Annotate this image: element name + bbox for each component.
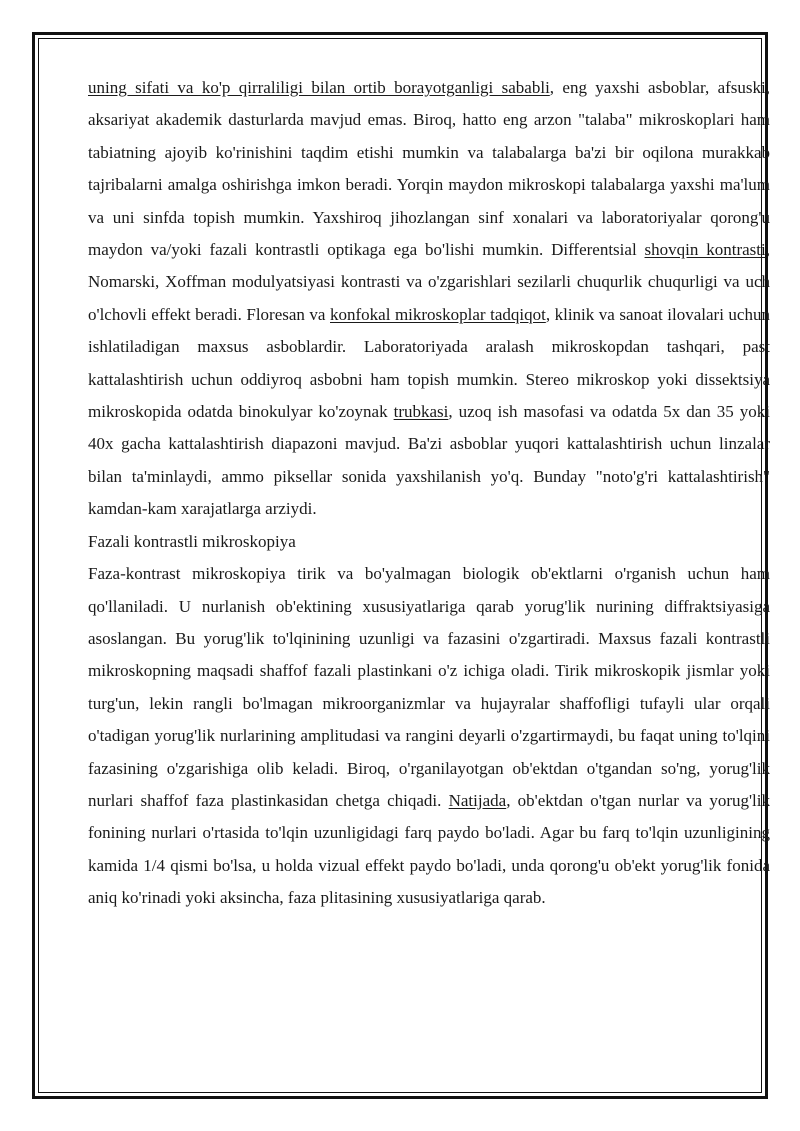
section-heading xyxy=(88,526,770,558)
text-run: , uzoq ish masofasi va odatda 5x dan 35 yoki 40x gacha kattalashtirish diapazoni mavjud. Ba'zi asboblar yuqori kattalashtirish uchun linzalar bilan ta'minlaydi, ammo piksellar sonida yaxshilanish yo'q. Bunday "noto'g'ri kattalashtirish" kamdan-kam xarajatlarga arziydi. xyxy=(88,402,770,519)
text-run: , Nomarski, Xoffman modulyatsiyasi kontrasti va o'zgarishlari sezilarli chuqurlik chuqurligi va uch o'lchovli effekt beradi. Floresan va xyxy=(88,240,770,324)
text-run: , ob'ektdan o'tgan nurlar va yorug'lik fonining nurlari o'rtasida to'lqin uzunligidagi farq paydo bo'ladi. Agar bu farq to'lqin uzunligining kamida 1/4 qismi bo'lsa, u holda vizual effekt paydo bo'ladi, unda qorong'u ob'ekt yorug'lik fonida aniq ko'rinadi yoki aksincha, faza plitasining xususiyatlariga qarab. xyxy=(88,790,771,908)
linked-phrase[interactable]: konfokal mikroskoplar tadqiqot xyxy=(330,304,546,324)
text-run: , eng yaxshi asboblar, afsuski, aksariyat akademik dasturlarda mavjud emas. Biroq, hatto eng arzon "talaba" mikroskoplari ham tabiatning ajoyib ko'rinishini taqdim etishi mumkin va talabalarga ba'zi bir oqilona murakkab tajribalarni amalga oshirishga imkon beradi. Yorqin maydon mikroskopi talabalarga yaxshi ma'lum va uni sinfda topish mumkin. Yaxshiroq jihozlangan sinf xonalari va laboratoriyalar qorong'u maydon va/yoki fazali kontrastli optikaga ega bo'lishi mumkin. Differentsial xyxy=(88,78,770,260)
document-body xyxy=(88,72,770,915)
linked-phrase[interactable]: Natijada xyxy=(448,790,507,810)
linked-phrase[interactable]: shovqin kontrasti xyxy=(644,240,766,260)
paragraph xyxy=(88,558,770,914)
text-run: Fazali kontrastli mikroskopiya xyxy=(88,531,296,551)
linked-phrase[interactable]: uning sifati va ko'p qirraliligi bilan ortib borayotganligi sababli xyxy=(88,78,550,97)
paragraph xyxy=(88,72,770,526)
linked-phrase[interactable]: trubkasi xyxy=(393,402,449,422)
text-run: Faza-kontrast mikroskopiya tirik va bo'yalmagan biologik ob'ektlarni o'rganish uchun ham qo'llaniladi. U nurlanish ob'ektining xususiyatlariga qarab yorug'lik nurining diffraktsiyasiga asoslangan. Bu yorug'lik to'lqinining uzunligi va fazasini o'zgartiradi. Maxsus fazali kontrastli mikroskopning maqsadi shaffof fazali plastinkani o'z ichiga oladi. Tirik mikroskopik jismlar yoki turg'un, lekin rangli bo'lmagan mikroorganizmlar va hujayralar shaffofligi tufayli ular orqali o'tadigan yorug'lik nurlarining amplitudasi va rangini deyarli o'zgartirmaydi, bu faqat uning to'lqini fazasining o'zgarishiga olib keladi. Biroq, o'rganilayotgan ob'ektdan o'tgandan so'ng, yorug'lik nurlari shaffof faza plastinkasidan chetga chiqadi. xyxy=(88,564,770,810)
text-run: , klinik va sanoat ilovalari uchun ishlatiladigan maxsus asboblardir. Laboratoriyada aralash mikroskopdan tashqari, past kattalashtirish uchun oddiyroq asbobni ham topish mumkin. Stereo mikroskop yoki dissektsiya mikroskopida odatda binokulyar ko'zoynak xyxy=(88,304,770,422)
